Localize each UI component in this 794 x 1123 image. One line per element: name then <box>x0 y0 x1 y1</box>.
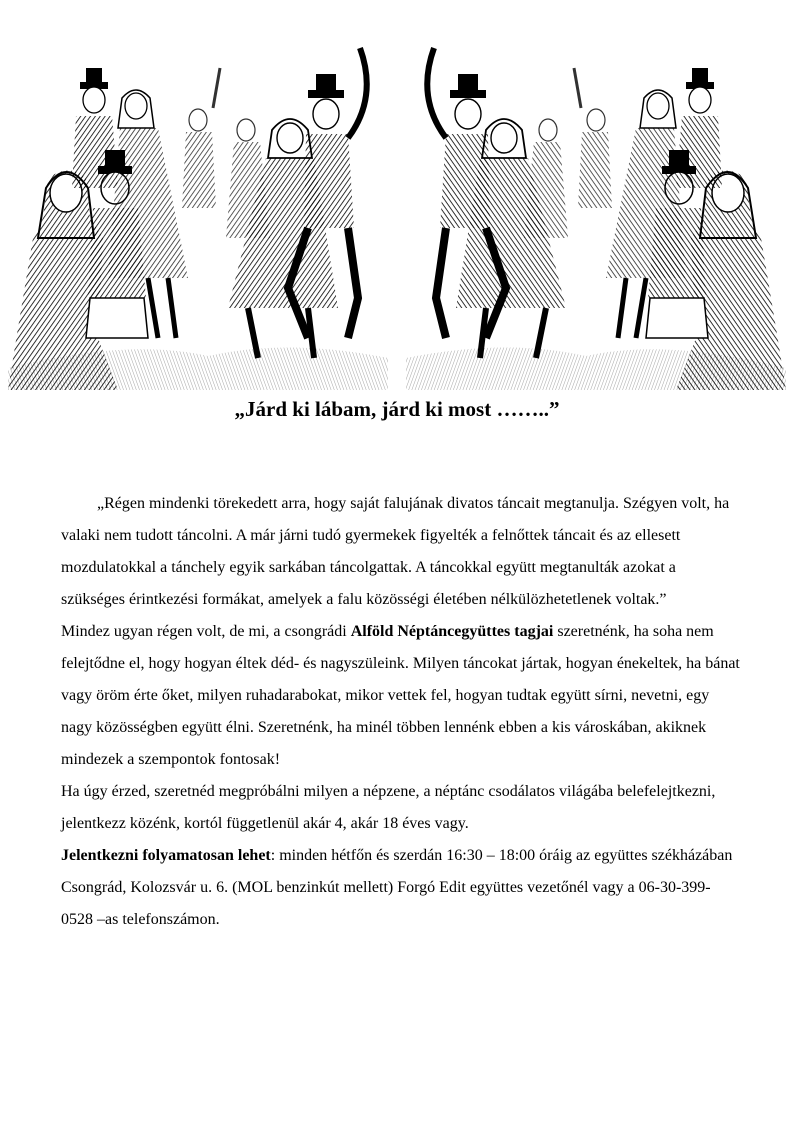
paragraph-text: szeretnénk, ha soha nem felejtődne el, hogy hogyan éltek déd- és nagyszüleink. Milyen táncokat jártak, hogyan énekeltek, ha bánat vagy öröm érte őket, milyen ruhadarabokat, mikor vettek fel, hogyan tudtak együtt sírni, nevetni, egy nagy közösségben együtt élni. Szeretnénk, ha minél többen lennénk ebben a kis városkában, akiknek mindezek a szempontok fontosak! <box>61 623 740 768</box>
paragraph-group-intro <box>61 616 741 776</box>
registration-details: : minden hétfőn és szerdán 16:30 – 18:00 óráig az együttes székházában Csongrád, Kolozsvár u. 6. (MOL benzinkút mellett) Forgó Edit együttes vezetőnél vagy a 06-30-399-0528 –as telefonszámon. <box>61 847 733 928</box>
group-name: Alföld Néptáncegyüttes tagjai <box>350 623 554 640</box>
page-title: „Járd ki lábam, járd ki most ……..” <box>234 397 560 421</box>
registration-heading: Jelentkezni folyamatosan lehet <box>61 847 271 864</box>
intro-quote: „Régen mindenki törekedett arra, hogy saját falujának divatos táncait megtanulja. Szégyen volt, ha valaki nem tudott táncolni. A már járni tudó gyermekek figyelték a felnőttek táncait és az ellesett mozdulatokkal a tánchely egyik sarkában táncolgattak. A táncokkal együtt megtanulták azokat a szükséges érintkezési formákat, amelyek a falu közösségi életében nélkülözhetetlenek voltak.” <box>61 495 730 608</box>
folk-dancers-illustration <box>8 38 786 390</box>
body-text <box>61 488 741 936</box>
paragraph-text: Mindez ugyan régen volt, de mi, a csongrádi <box>61 623 351 640</box>
paragraph-registration <box>61 840 741 936</box>
paragraph-invitation: Ha úgy érzed, szeretnéd megpróbálni milyen a népzene, a néptánc csodálatos világába belefelejtkezni, jelentkezz közénk, kortól függetlenül akár 4, akár 18 éves vagy. <box>61 783 716 832</box>
